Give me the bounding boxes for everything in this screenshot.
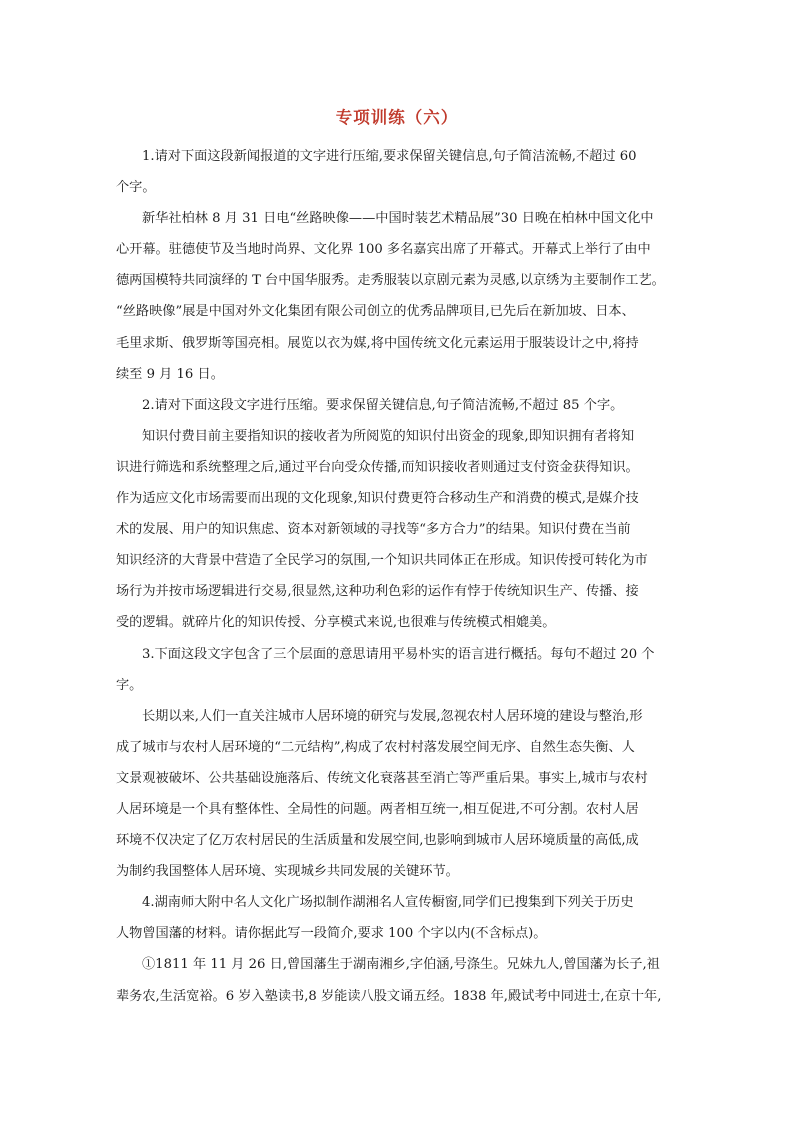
text-line: 人居环境是一个具有整体性、全局性的问题。两者相互统一,相互促进,不可分割。农村人居: [116, 801, 639, 817]
text-line: 识进行筛选和系统整理之后,通过平台向受众传播,而知识接收者则通过支付资金获得知识。: [116, 459, 639, 475]
text-line: 德两国模特共同演绎的 T 台中国华服秀。走秀服装以京剧元素为灵感,以京绣为主要制作工艺。: [116, 273, 665, 289]
text-line: 新华社柏林 8 月 31 日电“丝路映像——中国时装艺术精品展”30 日晚在柏林中国文化中: [142, 211, 654, 227]
text-line: 为制约我国整体人居环境、实现城乡共同发展的关键环节。: [116, 864, 459, 880]
text-line: 人物曾国藩的材料。请你据此写一段简介,要求 100 个字以内(不含标点)。: [116, 926, 547, 942]
text-line: 受的逻辑。就碎片化的知识传授、分享模式来说,也很难与传统模式相媲美。: [116, 615, 556, 631]
text-line: 心开幕。驻德使节及当地时尚界、文化界 100 多名嘉宾出席了开幕式。开幕式上举行了由中: [116, 242, 651, 258]
text-line: 辈务农,生活宽裕。6 岁入塾读书,8 岁能读八股文诵五经。1838 年,殿试考中同进士,在京十年,: [116, 988, 662, 1004]
text-line: 1.请对下面这段新闻报道的文字进行压缩,要求保留关键信息,句子简洁流畅,不超过 60: [142, 149, 637, 164]
page-title: 专项训练（六）: [335, 108, 459, 127]
text-line: “丝路映像”展是中国对外文化集团有限公司创立的优秀品牌项目,已先后在新加坡、日本、: [116, 304, 635, 320]
text-line: 术的发展、用户的知识焦虑、资本对新领域的寻找等“多方合力”的结果。知识付费在当前: [116, 522, 631, 538]
document-body: [116, 141, 676, 1012]
text-line: 个字。: [116, 180, 156, 196]
text-line: 文景观被破坏、公共基础设施落后、传统文化衰落甚至消亡等严重后果。事实上,城市与农村: [116, 770, 648, 786]
text-line: 3.下面这段文字包含了三个层面的意思请用平易朴实的语言进行概括。每句不超过 20 个: [142, 646, 655, 662]
text-line: 长期以来,人们一直关注城市人居环境的研究与发展,忽视农村人居环境的建设与整治,形: [142, 708, 643, 724]
text-line: 知识付费目前主要指知识的接收者为所阅览的知识付出资金的现象,即知识拥有者将知: [142, 428, 635, 444]
text-line: ①1811 年 11 月 26 日,曾国藩生于湖南湘乡,字伯涵,号涤生。兄妹九人,曾国藩为长子,祖: [142, 957, 660, 973]
text-line: 场行为并按市场逻辑进行交易,很显然,这种功利色彩的运作有悖于传统知识生产、传播、接: [116, 584, 639, 600]
text-line: 续至 9 月 16 日。: [116, 366, 224, 382]
text-line: 知识经济的大背景中营造了全民学习的氛围,一个知识共同体正在形成。知识传授可转化为市: [116, 553, 648, 569]
text-line: 成了城市与农村人居环境的“二元结构”,构成了农村村落发展空间无序、自然生态失衡、人: [116, 739, 635, 755]
text-line: 作为适应文化市场需要而出现的文化现象,知识付费更符合移动生产和消费的模式,是媒介技: [116, 491, 639, 507]
text-line: 4.湖南师大附中名人文化广场拟制作湖湘名人宣传橱窗,同学们已搜集到下列关于历史: [142, 895, 634, 911]
text-line: 2.请对下面这段文字进行压缩。要求保留关键信息,句子简洁流畅,不超过 85 个字。: [142, 397, 624, 413]
text-line: 环境不仅决定了亿万农村居民的生活质量和发展空间,也影响到城市人居环境质量的高低,成: [116, 833, 639, 849]
text-line: 毛里求斯、俄罗斯等国亮相。展览以衣为媒,将中国传统文化元素运用于服装设计之中,将持: [116, 335, 639, 351]
text-line: 字。: [116, 677, 143, 693]
